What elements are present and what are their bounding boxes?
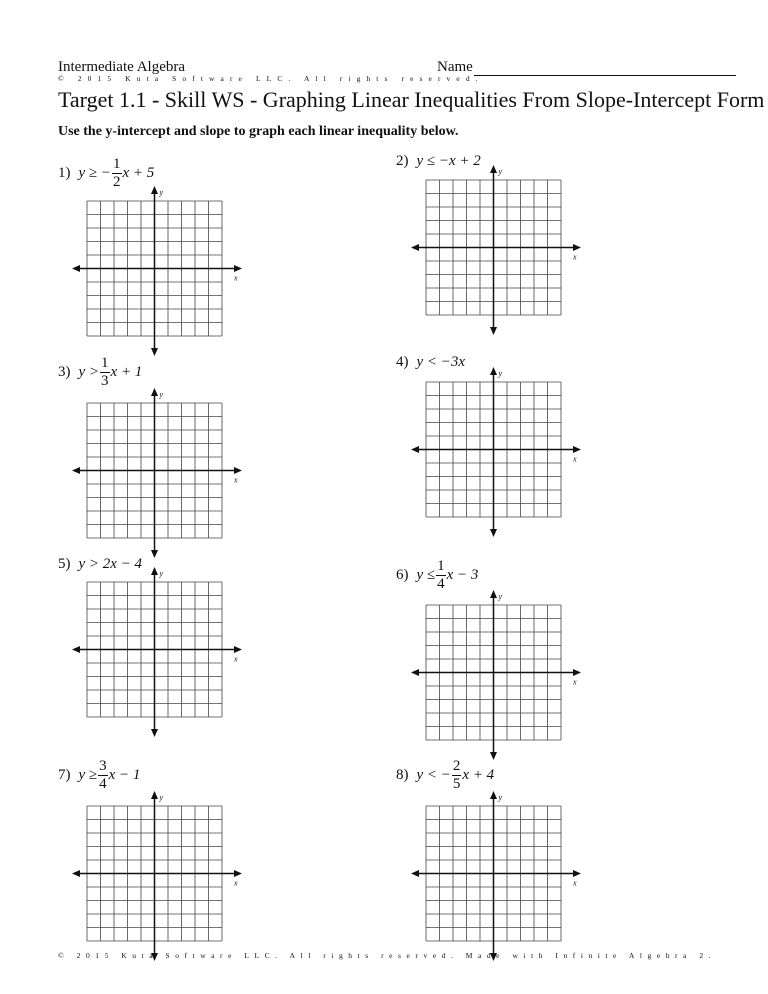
inequality-rhs: x − 1 [108,766,141,783]
y-axis-down-arrow-icon [151,348,158,356]
y-axis-up-arrow-icon [151,567,158,575]
fraction [112,157,122,190]
y-axis-label: y [159,188,164,197]
fraction-numerator: 1 [113,155,121,172]
inequality-lhs: y > [78,363,100,380]
fraction-numerator: 1 [101,354,109,371]
y-axis-label: y [498,592,503,601]
y-axis-up-arrow-icon [151,186,158,194]
coordinate-grid[interactable] [72,388,242,558]
coordinate-grid[interactable] [72,567,242,737]
inequality-lhs: y < −3x [416,353,466,370]
name-field-line[interactable] [474,75,736,76]
y-axis-label: y [159,793,164,802]
y-axis-down-arrow-icon [490,529,497,537]
fraction [436,559,446,592]
y-axis-up-arrow-icon [490,791,497,799]
y-axis-down-arrow-icon [490,327,497,335]
y-axis-up-arrow-icon [151,388,158,396]
x-axis-label: x [234,273,238,283]
problem-number: 3) [58,363,71,380]
x-axis-left-arrow-icon [411,244,419,251]
inequality-lhs: y > 2x − 4 [78,555,143,572]
inequality [79,759,141,792]
copyright-footer: © 2015 Kuta Software LLC. All rights reserved. Made with Infinite Algebra 2. [58,951,717,960]
problem-number: 7) [58,766,71,783]
inequality-rhs: x + 4 [462,766,495,783]
x-axis-left-arrow-icon [411,870,419,877]
coordinate-grid[interactable] [72,186,242,356]
fraction [100,356,110,389]
fraction-denominator: 3 [101,372,109,389]
coordinate-grid[interactable] [411,791,581,961]
y-axis-label: y [498,369,503,378]
x-axis-label: x [573,454,577,464]
x-axis-label: x [573,677,577,687]
problem-number: 4) [396,353,409,370]
x-axis-right-arrow-icon [573,870,581,877]
y-axis-up-arrow-icon [490,165,497,173]
inequality-lhs: y ≤ [416,566,436,583]
x-axis-label: x [573,252,577,262]
y-axis-label: y [498,793,503,802]
fraction-numerator: 1 [437,557,445,574]
coordinate-grid[interactable] [411,590,581,760]
x-axis-left-arrow-icon [72,870,80,877]
y-axis-down-arrow-icon [151,550,158,558]
x-axis-right-arrow-icon [234,265,242,272]
y-axis-down-arrow-icon [151,729,158,737]
problem-number: 5) [58,555,71,572]
coordinate-grid[interactable] [411,165,581,335]
course-name: Intermediate Algebra [58,59,186,75]
fraction [452,759,462,792]
inequality-rhs: x + 1 [110,363,143,380]
inequality-lhs: y ≥ [78,766,98,783]
worksheet-title: Target 1.1 - Skill WS - Graphing Linear Inequalities From Slope-Intercept Form [58,87,765,112]
name-label: Name [437,59,473,75]
instructions: Use the y-intercept and slope to graph each linear inequality below. [58,124,459,139]
x-axis-left-arrow-icon [72,646,80,653]
fraction-denominator: 2 [113,173,121,190]
problem-number: 2) [396,152,409,169]
x-axis-right-arrow-icon [234,646,242,653]
y-axis-up-arrow-icon [151,791,158,799]
problem-number: 6) [396,566,409,583]
x-axis-right-arrow-icon [234,467,242,474]
fraction-denominator: 5 [452,775,461,792]
x-axis-label: x [234,475,238,485]
inequality-lhs: y ≥ − [78,164,112,181]
problem-number: 8) [396,766,409,783]
x-axis-right-arrow-icon [573,446,581,453]
x-axis-label: x [234,654,238,664]
coordinate-grid[interactable] [411,367,581,537]
x-axis-left-arrow-icon [72,265,80,272]
inequality [79,157,155,190]
fraction-numerator: 3 [99,757,107,774]
x-axis-left-arrow-icon [411,446,419,453]
y-axis-label: y [159,390,164,399]
x-axis-right-arrow-icon [234,870,242,877]
copyright-top: © 2015 Kuta Software LLC. All rights reserved. [58,74,484,83]
inequality-rhs: x − 3 [446,566,479,583]
y-axis-up-arrow-icon [490,367,497,375]
fraction-denominator: 4 [99,775,107,792]
y-axis-label: y [498,167,503,176]
inequality-rhs: x + 5 [122,164,155,181]
x-axis-right-arrow-icon [573,244,581,251]
inequality [417,759,495,792]
fraction-denominator: 4 [437,575,445,592]
coordinate-grid[interactable] [72,791,242,961]
inequality-lhs: y ≤ −x + 2 [416,152,481,169]
fraction [98,759,108,792]
x-axis-left-arrow-icon [72,467,80,474]
x-axis-right-arrow-icon [573,669,581,676]
y-axis-label: y [159,569,164,578]
fraction-numerator: 2 [452,757,461,774]
inequality [417,559,479,592]
x-axis-left-arrow-icon [411,669,419,676]
x-axis-label: x [573,878,577,888]
x-axis-label: x [234,878,238,888]
inequality [79,356,143,389]
problem-number: 1) [58,164,71,181]
y-axis-up-arrow-icon [490,590,497,598]
inequality-lhs: y < − [416,766,451,783]
